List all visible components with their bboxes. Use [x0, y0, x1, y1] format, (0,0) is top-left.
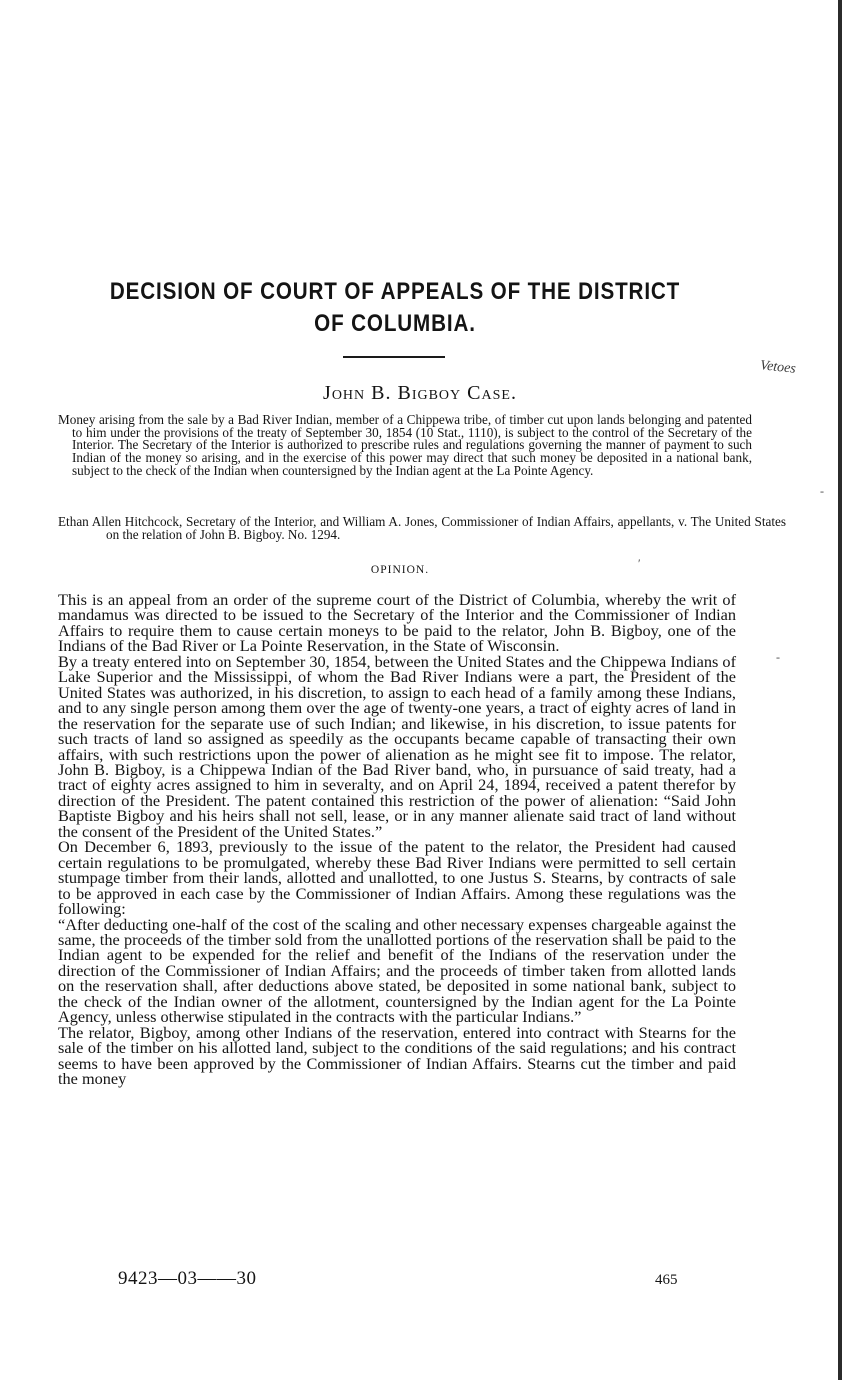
page-title: DECISION OF COURT OF APPEALS OF THE DISTRICT OF COLUMBIA.: [109, 278, 681, 337]
headnote: Money arising from the sale by a Bad River Indian, member of a Chippewa tribe, of timber cut upon lands belonging and patented to him under the provisions of the treaty of September 30, 1854 (10 Stat., 1110), is subject to the control of the Secretary of the Interior. The Secretary of the Interior is authorized to prescribe rules and regulations governing the manner of payment to such Indian of the money so arising, and in the exercise of this power may direct that such money be deposited in a national bank, subject to the check of the Indian when countersigned by the Indian agent at the La Pointe Agency.: [58, 412, 752, 478]
stray-mark: -: [776, 650, 780, 664]
case-parties: Ethan Allen Hitchcock, Secretary of the Interior, and William A. Jones, Commissioner of Indian Affairs, appellants, v. The United States on the relation of John B. Bigboy. No. 1294.: [58, 514, 786, 543]
paragraph-appeal: This is an appeal from an order of the supreme court of the District of Columbia, whereby the writ of mandamus was directed to be issued to the Secretary of the Interior and the Commissioner of Indian Affairs to require them to cause certain moneys to be paid to the relator, John B. Bigboy, one of the Indians of the Bad River or La Pointe Reservation, in the State of Wisconsin.: [58, 590, 736, 656]
paragraph-regulations: On December 6, 1893, previously to the issue of the patent to the relator, the President had caused certain regulations to be promulgated, whereby these Bad River Indians were permitted to sell certain stumpage timber from their lands, allotted and unallotted, to one Justus S. Stearns, by contracts of sale to be approved in each case by the Commissioner of Indian Affairs. Among these regulations was the following:: [58, 837, 736, 919]
case-title: John B. Bigboy Case.: [323, 382, 517, 404]
page-edge: [838, 0, 842, 1380]
paragraph-contract: The relator, Bigboy, among other Indians of the reservation, entered into contract with Stearns for the sale of the timber on his allotted land, subject to the conditions of the said regulations; and his contract seems to have been approved by the Commissioner of Indian Affairs. Stearns cut the timber and paid the money: [58, 1022, 736, 1089]
opinion-body: [58, 590, 736, 1089]
stray-mark: -: [820, 484, 824, 498]
opinion-heading: OPINION.: [370, 564, 430, 576]
footer-print-code: 9423—03——30: [118, 1268, 257, 1289]
paragraph-treaty: By a treaty entered into on September 30, 1854, between the United States and the Chippewa Indians of Lake Superior and the Mississippi, of whom the Bad River Indians were a part, the President of the United States was authorized, in his discretion, to assign to each head of a family among these Indians, and to any single person among them over the age of twenty-one years, a tract of eighty acres of land in the reservation for the separate use of such Indian; and likewise, in his discretion, to issue patents for such tracts of land so assigned as speedily as the occupants became capable of transacting their own affairs, with such restrictions upon the power of alienation as he might see fit to impose. The relator, John B. Bigboy, is a Chippewa Indian of the Bad River band, who, in pursuance of said treaty, had a tract of eighty acres assigned to him in severalty, and on April 24, 1894, received a patent therefor by direction of the President. The patent contained this restriction of the power of alienation: “Said John Baptiste Bigboy and his heirs shall not sell, lease, or in any manner alienate said tract of land without the consent of the President of the United States.”: [58, 651, 736, 841]
stray-mark: ′: [638, 556, 641, 570]
page-number: 465: [655, 1272, 678, 1288]
paragraph-quoted-regulation: “After deducting one-half of the cost of the scaling and other necessary expenses chargeable against the same, the proceeds of the timber sold from the unallotted portions of the reservation shall be paid to the Indian agent to be expended for the relief and benefit of the Indians of the reservation under the direction of the Commissioner of Indian Affairs; and the proceeds of timber taken from allotted lands on the reservation shall, after deductions above stated, be deposited in some national bank, subject to the check of the Indian owner of the allotment, countersigned by the Indian agent for the La Pointe Agency, unless otherwise stipulated in the contracts with the particular Indians.”: [58, 914, 736, 1027]
margin-annotation: Vetoes: [759, 358, 797, 377]
title-rule: [343, 356, 445, 358]
